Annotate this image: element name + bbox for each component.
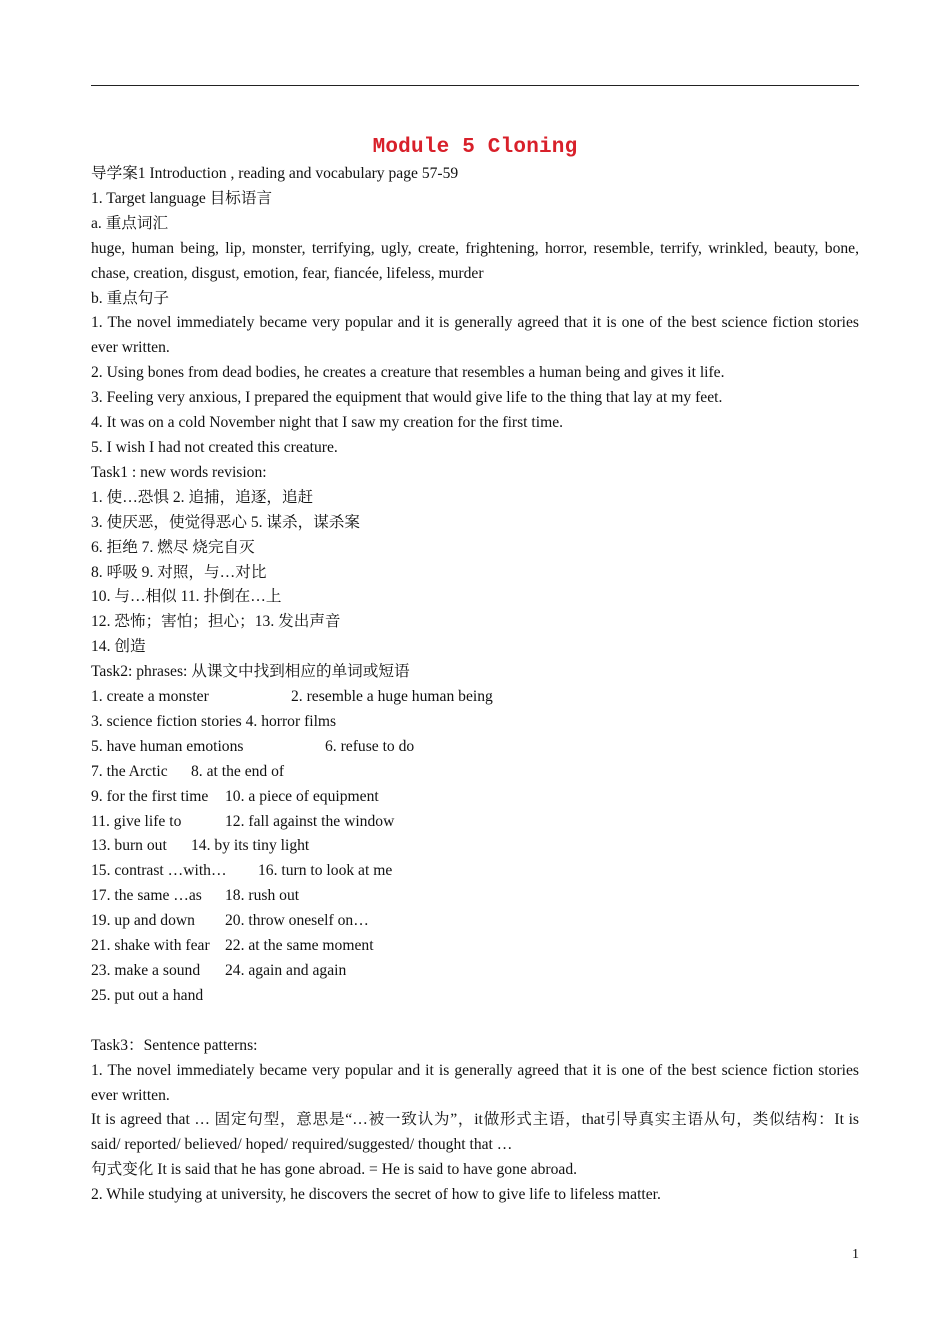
phrase-row bbox=[91, 884, 859, 909]
phrase-item: 4. horror films bbox=[245, 712, 337, 730]
vocab-words: huge, human being, lip, monster, terrifying, ugly, create, frightening, horror, resemble, terrify, wrinkled, beauty, bone, chase, creation, disgust, emotion, fear, fiancée, lifeless, murder bbox=[91, 239, 859, 282]
phrase-row bbox=[91, 934, 859, 959]
phrase-item: 1. create a monster bbox=[91, 688, 209, 706]
phrase-item: 12. fall against the window bbox=[225, 812, 395, 830]
phrase-row bbox=[91, 859, 859, 884]
phrase-item: 8. at the end of bbox=[191, 762, 285, 780]
phrase-row bbox=[91, 760, 859, 785]
page-number: 1 bbox=[852, 1247, 859, 1262]
phrase-row bbox=[91, 785, 859, 810]
task2-heading: Task2: phrases: 从课文中找到相应的单词或短语 bbox=[91, 663, 410, 681]
task3-sentence: 2. While studying at university, he discovers the secret of how to give life to lifeless matter. bbox=[91, 1186, 661, 1204]
vocab-heading: a. 重点词汇 bbox=[91, 214, 169, 232]
task1-line: 1. 使…恐惧 2. 追捕，追逐，追赶 bbox=[91, 488, 314, 506]
phrase-item: 22. at the same moment bbox=[225, 937, 374, 955]
phrase-row bbox=[91, 959, 859, 984]
phrase-row bbox=[91, 984, 859, 1009]
task1-line: 8. 呼吸 9. 对照，与…对比 bbox=[91, 563, 267, 581]
phrase-item: 23. make a sound bbox=[91, 962, 201, 979]
header-rule bbox=[91, 85, 859, 86]
phrase-row bbox=[91, 735, 859, 760]
task1-heading: Task1 : new words revision: bbox=[91, 463, 267, 481]
phrase-row bbox=[91, 710, 859, 735]
task3-note: It is agreed that … 固定句型，意思是“…被一致认为”，it做形式主语，that引导真实主语从句，类似结构：It is said/ reported/ believed/ hoped/ required/suggested/ thought that … bbox=[91, 1111, 859, 1154]
task3-transform: 句式变化 It is said that he has gone abroad. = He is said to have gone abroad. bbox=[91, 1161, 578, 1179]
phrase-item: 20. throw oneself on… bbox=[225, 912, 369, 930]
task3-sentence: 1. The novel immediately became very popular and it is generally agreed that it is one of the best science fiction stories ever written. bbox=[91, 1061, 859, 1104]
phrase-item: 6. refuse to do bbox=[325, 737, 415, 755]
phrase-item: 19. up and down bbox=[91, 912, 195, 930]
phrase-item: 25. put out a hand bbox=[91, 986, 204, 1004]
document-title: Module 5 Cloning bbox=[372, 136, 578, 159]
phrase-item: 24. again and again bbox=[225, 962, 347, 979]
phrase-item: 10. a piece of equipment bbox=[225, 787, 379, 805]
phrase-item: 14. by its tiny light bbox=[191, 837, 310, 855]
key-sentences-heading: b. 重点句子 bbox=[91, 289, 169, 307]
phrase-item: 16. turn to look at me bbox=[258, 862, 393, 880]
phrase-item: 2. resemble a huge human being bbox=[291, 688, 493, 706]
phrase-item: 11. give life to bbox=[91, 812, 182, 830]
phrase-item: 18. rush out bbox=[225, 887, 300, 905]
task1-line: 14. 创造 bbox=[91, 638, 146, 656]
phrase-row bbox=[91, 834, 859, 859]
target-language-heading: 1. Target language 目标语言 bbox=[91, 189, 273, 207]
phrase-item: 7. the Arctic bbox=[91, 762, 168, 780]
phrase-item: 21. shake with fear bbox=[91, 937, 210, 955]
task1-line: 3. 使厌恶，使觉得恶心 5. 谋杀，谋杀案 bbox=[91, 513, 360, 531]
phrase-item: 15. contrast …with… bbox=[91, 862, 227, 880]
phrase-row bbox=[91, 685, 859, 710]
document-body bbox=[91, 162, 859, 1208]
task1-line: 12. 恐怖；害怕；担心；13. 发出声音 bbox=[91, 613, 341, 631]
task3-heading: Task3：Sentence patterns: bbox=[91, 1036, 258, 1054]
phrase-row bbox=[91, 909, 859, 934]
phrase-item: 3. science fiction stories bbox=[91, 712, 242, 730]
key-sentence: 4. It was on a cold November night that I saw my creation for the first time. bbox=[91, 414, 564, 432]
intro-line: 导学案1 Introduction , reading and vocabulary page 57-59 bbox=[91, 165, 459, 182]
key-sentence: 1. The novel immediately became very popular and it is generally agreed that it is one of the best science fiction stories ever written. bbox=[91, 314, 859, 357]
key-sentence: 2. Using bones from dead bodies, he creates a creature that resembles a human being and gives it life. bbox=[91, 364, 725, 382]
phrase-item: 13. burn out bbox=[91, 837, 167, 855]
key-sentence: 5. I wish I had not created this creature. bbox=[91, 438, 338, 456]
phrase-item: 5. have human emotions bbox=[91, 737, 244, 755]
phrase-item: 17. the same …as bbox=[91, 887, 202, 905]
key-sentence: 3. Feeling very anxious, I prepared the equipment that would give life to the thing that lay at my feet. bbox=[91, 389, 723, 407]
phrase-item: 9. for the first time bbox=[91, 787, 209, 805]
task1-line: 10. 与…相似 11. 扑倒在…上 bbox=[91, 588, 282, 606]
phrase-row bbox=[91, 810, 859, 835]
task1-line: 6. 拒绝 7. 燃尽 烧完自灭 bbox=[91, 538, 255, 556]
